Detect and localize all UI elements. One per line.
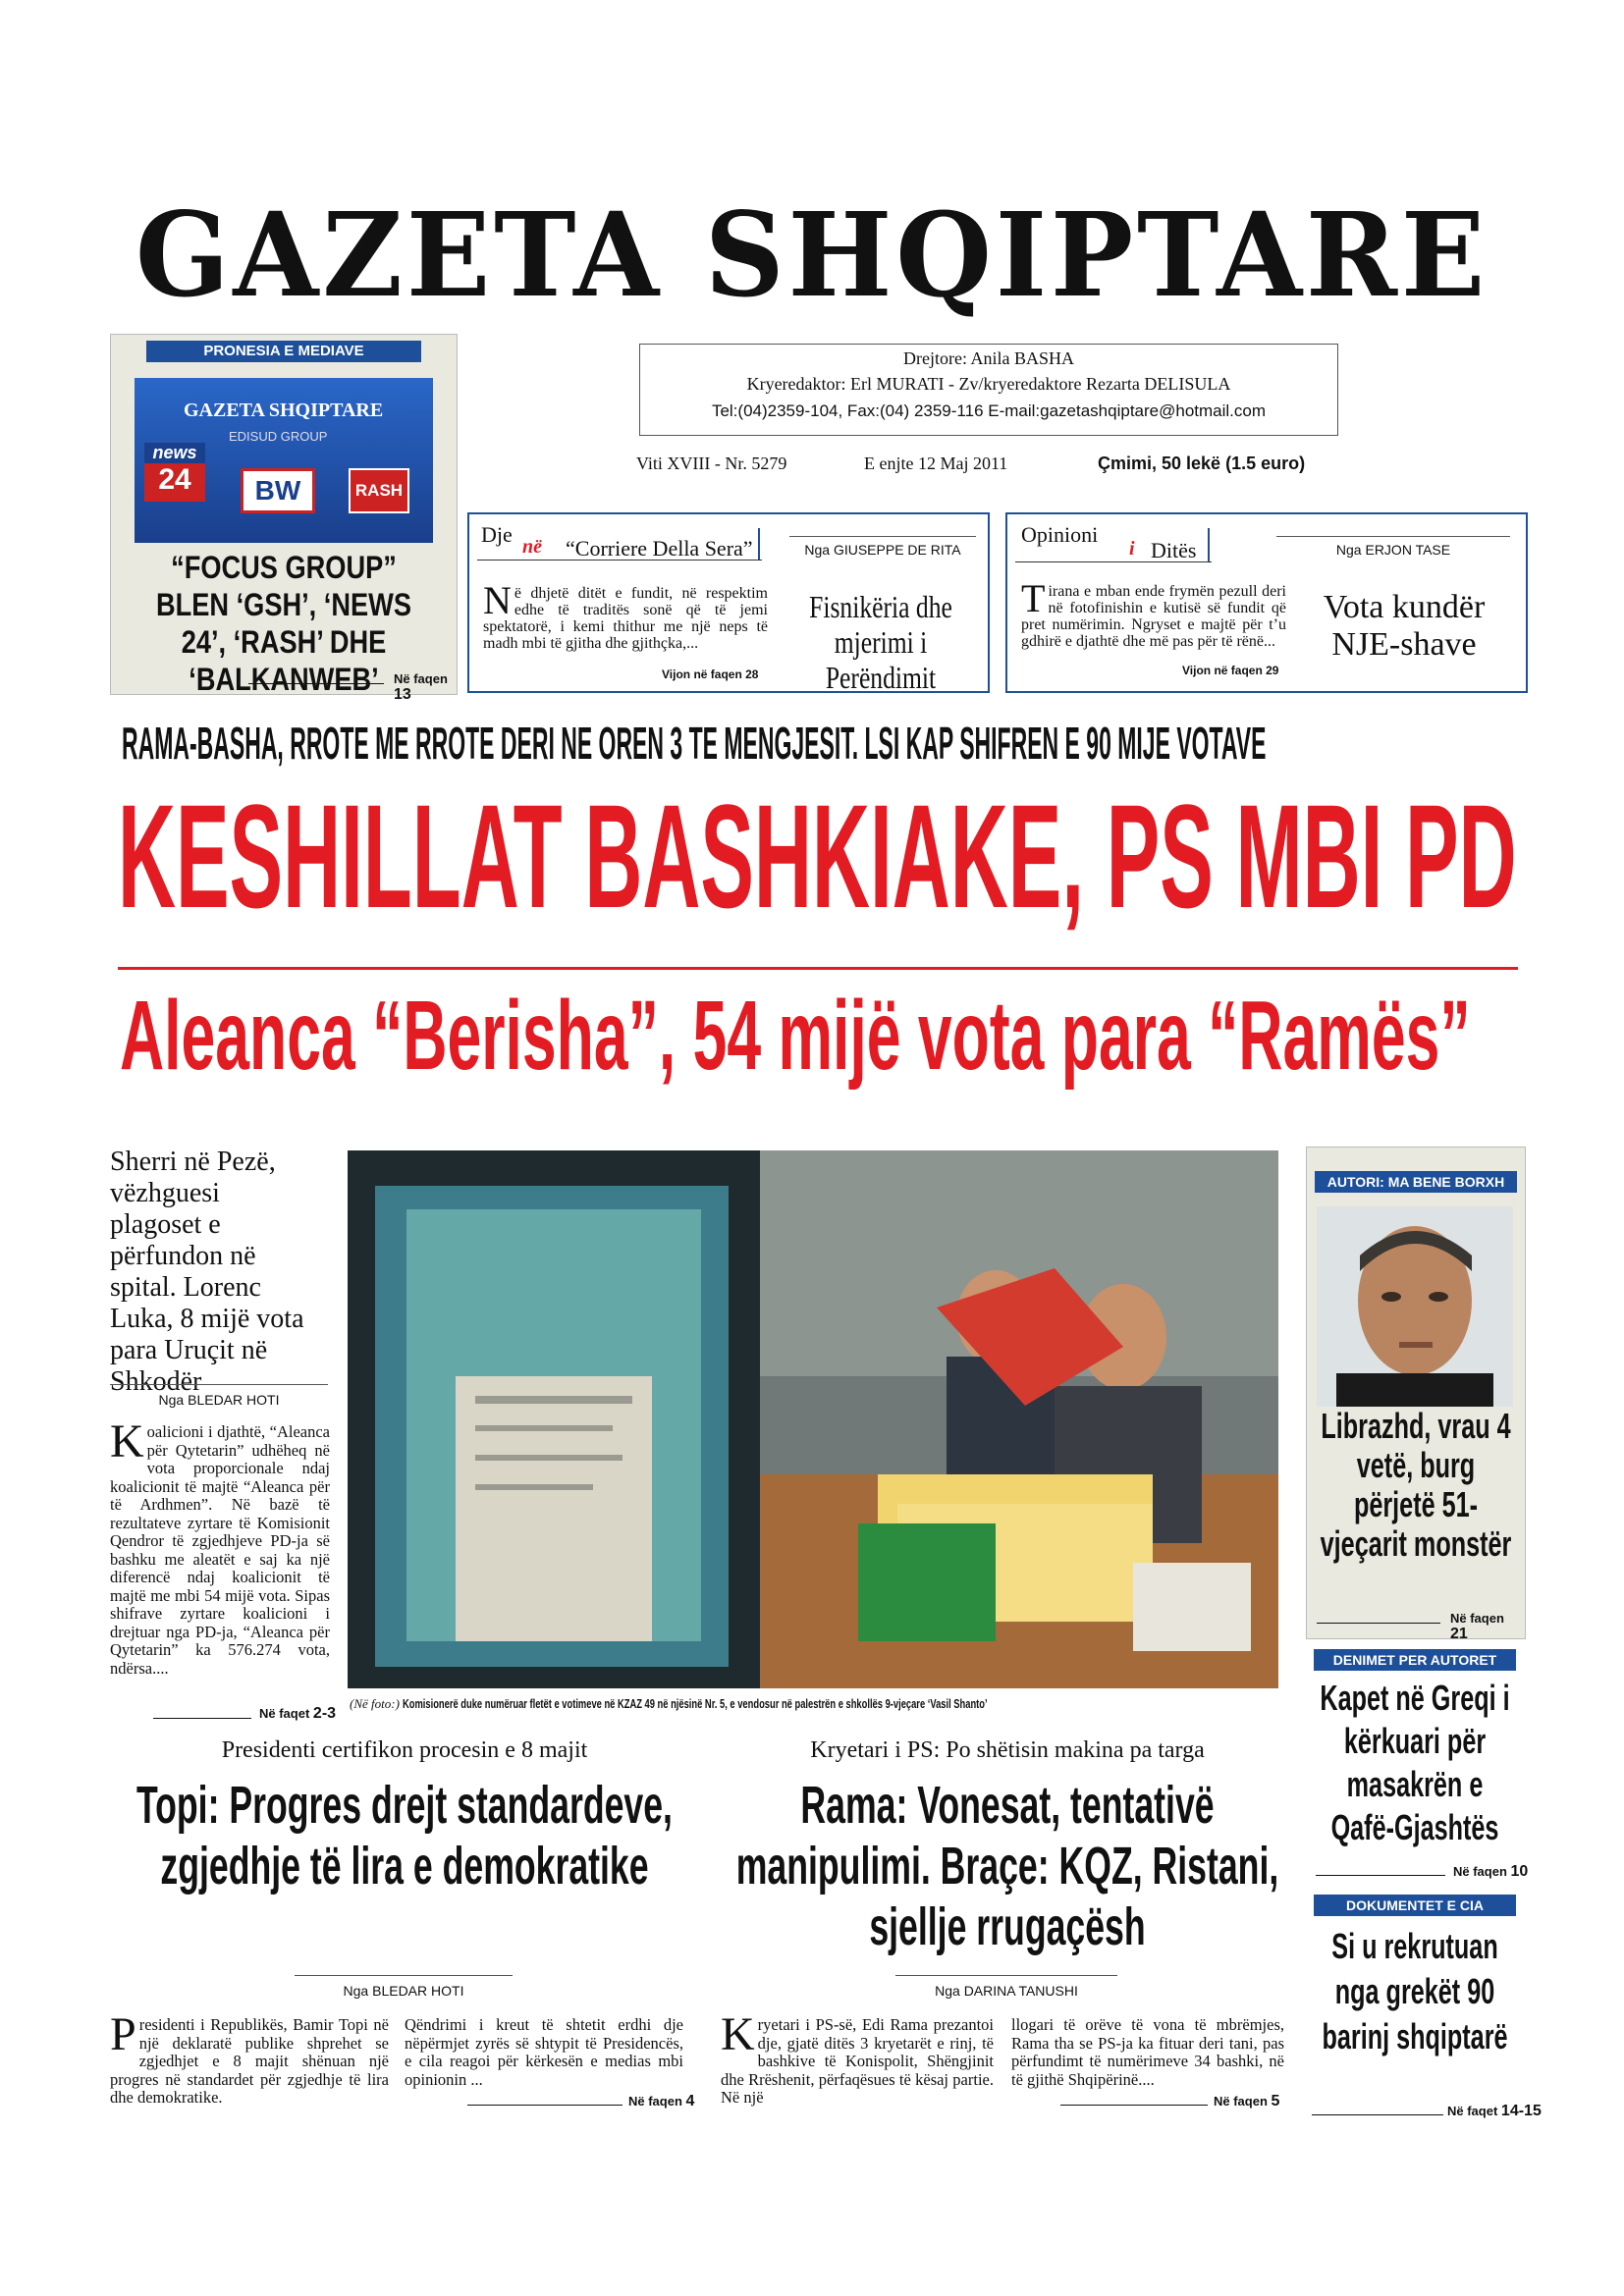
story1-kicker: Presidenti certifikon procesin e 8 majit bbox=[221, 1737, 588, 1763]
promo-page-number: 13 bbox=[394, 686, 411, 703]
main-headline bbox=[118, 774, 1624, 938]
main-photo bbox=[348, 1150, 1278, 1688]
side2-page-number: 10 bbox=[1510, 1863, 1529, 1880]
vote-counting-illustration bbox=[348, 1150, 1278, 1688]
side3-page-line bbox=[1312, 2114, 1443, 2115]
lead-text-body: oalicioni i djathtë, “Aleanca për Qytetarin” udhëheq në vota proporcionale ndaj koalicionit të majtë “Aleanca për të Ardhmen”. Në bazë të rezultateve zyrtare të Komisionit Qendror të zgjedhjeve PD-ja së bashku me aleatët e saj ka një diferencë ndaj koalicionit të majtë me mbi 54 mijë vota. Sipas shifrave zyrtare koalicioni i drejtuar nga PD-ja, “Aleanca për Qytetarin” ka 576.274 vota, ndërsa.... bbox=[110, 1422, 330, 1678]
story2-page-label: Në faqen bbox=[1214, 2094, 1268, 2109]
sidebar-box-librazhd[interactable] bbox=[1306, 1147, 1526, 1642]
op1-label-box bbox=[477, 520, 772, 561]
promo-page-label: Në faqen bbox=[394, 671, 448, 686]
lead-dropcap: K bbox=[110, 1415, 144, 1468]
side2-page-line bbox=[1316, 1875, 1445, 1876]
issue-date: E enjte 12 Maj 2011 bbox=[864, 454, 1008, 473]
photo-caption bbox=[350, 1696, 1331, 1712]
contact: Tel:(04)2359-104, Fax:(04) 2359-116 E-mail:gazetashqiptare@hotmail.com bbox=[711, 401, 1267, 420]
side2-title[interactable] bbox=[1306, 1677, 1524, 1849]
op1-byline: Nga GIUSEPPE DE RITA bbox=[804, 542, 961, 558]
side1-tag: AUTORI: MA BENE BORXH bbox=[1315, 1171, 1517, 1193]
side1-title-text: Librazhd, vrau 4 vetë, burg përjetë 51-vjeçarit monstër bbox=[1320, 1406, 1512, 1564]
portrait-illustration bbox=[1317, 1206, 1513, 1407]
op1-label-dje: Dje bbox=[481, 522, 513, 547]
promo-headline-text: “FOCUS GROUP” BLEN ‘GSH’, ‘NEWS 24’, ‘RASH’ DHE ‘BALKANWEB’ bbox=[156, 550, 411, 697]
op1-title-text: Fisnikëria dhe mjerimi i Perëndimit bbox=[809, 589, 952, 695]
lead-byline-rule bbox=[110, 1384, 328, 1385]
promo-page-line bbox=[248, 683, 384, 684]
op2-label-opinioni: Opinioni bbox=[1021, 522, 1099, 547]
main-headline-text: KESHILLAT BASHKIAKE, PS MBI PD bbox=[118, 774, 1517, 938]
op2-title-text: Vota kundër NJE-shave bbox=[1323, 589, 1486, 663]
story2-byline: Nga DARINA TANUSHI bbox=[935, 1983, 1078, 1999]
op2-dropcap: T bbox=[1021, 576, 1046, 620]
lead-page-line bbox=[153, 1718, 251, 1719]
promo-tag: PRONESIA E MEDIAVE bbox=[146, 341, 421, 362]
op2-text bbox=[1021, 576, 1286, 650]
side1-page-line bbox=[1317, 1623, 1440, 1624]
side3-page-number: 14-15 bbox=[1500, 2103, 1542, 2119]
op2-label-box bbox=[1015, 520, 1241, 561]
story2-col1-body: ryetari i PS-së, Edi Rama prezantoi dje, gjatë ditës 3 kryetarët e rinj, të bashkive të Konispolit, Shëngjinit dhe Rrëshenit, përfaqësues të kësaj partie. Në një bbox=[721, 2015, 994, 2107]
side2-page-label: Në faqen bbox=[1453, 1864, 1507, 1879]
side3-title[interactable] bbox=[1306, 1924, 1524, 2059]
story1-title-text: Topi: Progres drejt standardeve, zgjedhje të lira e demokratike bbox=[136, 1776, 673, 1896]
story1-col1 bbox=[110, 2008, 389, 2108]
side3-page-ref bbox=[1447, 2103, 1542, 2120]
side2-page-ref bbox=[1453, 1863, 1528, 1881]
op1-text-body: ë dhjetë ditët e fundit, në respektim edhe të traditës sonë që të jemi spektatorë, i kemi thithur me një neps të madh mbi të gjitha dhe gjithçka,... bbox=[483, 585, 768, 652]
op1-dropcap: N bbox=[483, 578, 512, 622]
logo-rash: RASH bbox=[349, 468, 409, 513]
side2-title-text: Kapet në Greqi i kërkuari për masakrën e Qafë-Gjashtës bbox=[1320, 1678, 1510, 1847]
logo-24: 24 bbox=[158, 463, 191, 496]
side1-page-ref bbox=[1450, 1611, 1525, 1643]
story2-page-line bbox=[1060, 2105, 1208, 2106]
masthead: GAZETA SHQIPTARE bbox=[135, 187, 1489, 323]
kicker bbox=[122, 717, 1624, 768]
op2-label-i: i bbox=[1129, 538, 1135, 560]
story1-page-number: 4 bbox=[685, 2093, 695, 2109]
op1-byline-rule bbox=[789, 536, 976, 537]
story1-page-line bbox=[467, 2105, 623, 2106]
side1-title bbox=[1311, 1407, 1521, 1564]
promo-box[interactable] bbox=[110, 334, 458, 703]
side1-page-label: Në faqen bbox=[1450, 1611, 1504, 1626]
op2-label-line-v bbox=[1208, 528, 1210, 561]
op2-title bbox=[1298, 589, 1510, 664]
op2-byline: Nga ERJON TASE bbox=[1335, 542, 1451, 558]
story1-page-label: Në faqen bbox=[628, 2094, 682, 2109]
story1-byline: Nga BLEDAR HOTI bbox=[343, 1983, 464, 1999]
op2-byline-rule bbox=[1276, 536, 1510, 537]
story2-col2: llogari të orëve të vona të mbrëmjes, Rama tha se PS-ja ka fituar deri tani, pas përfundimt të numërimeve 34 bashki, në të gjithë Shqipërinë.... bbox=[1011, 2015, 1284, 2089]
op2-label-line bbox=[1015, 561, 1212, 562]
op1-source: “Corriere Della Sera” bbox=[566, 536, 753, 561]
logo-subtitle: EDISUD GROUP bbox=[229, 429, 328, 444]
sub-headline bbox=[120, 982, 1624, 1099]
director: Drejtore: Anila BASHA bbox=[903, 348, 1074, 368]
op1-label-ne: në bbox=[522, 536, 542, 558]
op2-continue: Vijon në faqen 29 bbox=[1182, 664, 1279, 677]
story1-byline-rule bbox=[295, 1975, 513, 1976]
story1-title bbox=[110, 1775, 699, 1896]
op1-label-line-v bbox=[758, 528, 760, 560]
op1-continue: Vijon në faqen 28 bbox=[662, 667, 759, 681]
logo-bw: BW bbox=[241, 468, 315, 513]
side1-portrait bbox=[1317, 1206, 1513, 1407]
headline-rule bbox=[118, 967, 1518, 970]
lead-page-label: Në faqet bbox=[259, 1706, 310, 1721]
sub-headline-text: Aleanca “Berisha”, 54 mijë vota para “Ramës” bbox=[120, 981, 1471, 1091]
lead-text bbox=[110, 1415, 330, 1678]
story2-byline-rule bbox=[895, 1975, 1117, 1976]
story2-dropcap: K bbox=[721, 2008, 755, 2060]
side3-page-label: Në faqet bbox=[1447, 2104, 1498, 2118]
side1-page-number: 21 bbox=[1450, 1626, 1468, 1642]
logo-title: GAZETA SHQIPTARE bbox=[184, 400, 384, 421]
staff-box bbox=[639, 344, 1338, 436]
side2-tag: DENIMET PER AUTORET bbox=[1314, 1649, 1516, 1671]
logo-news24 bbox=[144, 443, 205, 502]
issue-number: Viti XVIII - Nr. 5279 bbox=[636, 454, 787, 473]
op1-text bbox=[483, 578, 768, 652]
issue-price: Çmimi, 50 lekë (1.5 euro) bbox=[1098, 454, 1306, 473]
editors: Kryeredaktor: Erl MURATI - Zv/kryeredaktore Rezarta DELISULA bbox=[746, 374, 1231, 394]
side3-tag: DOKUMENTET E CIA bbox=[1314, 1895, 1516, 1916]
lead-page-ref bbox=[259, 1705, 336, 1723]
op2-label-dites: Ditës bbox=[1151, 538, 1197, 562]
side3-title-text: Si u rekrutuan nga grekët 90 barinj shqiptarë bbox=[1322, 1926, 1508, 2056]
story1-dropcap: P bbox=[110, 2008, 136, 2060]
kicker-text: RAMA-BASHA, RROTE ME RROTE DERI NE OREN 3 TE MENGJESIT. LSI KAP SHIFREN E 90 MIJE VOTAVE bbox=[122, 718, 1267, 769]
lead-byline: Nga BLEDAR HOTI bbox=[158, 1392, 280, 1408]
promo-page-ref bbox=[394, 671, 457, 704]
story2-page-ref bbox=[1214, 2093, 1279, 2110]
op1-title bbox=[774, 589, 988, 695]
op2-text-body: irana e mban ende frymën pezull deri në fotofinishin e kutisë së fundit që pret numërimin. Ngryset e majtë për t’u gdhirë e djathtë dhe më pas për të rënë... bbox=[1021, 583, 1286, 650]
lead-summary: Sherri në Pezë, vëzhguesi plagoset e përfundon në spital. Lorenc Luka, 8 mijë vota para Uruçit në Shkodër bbox=[110, 1147, 304, 1397]
story1-page-ref bbox=[628, 2093, 694, 2110]
story1-col2: Qëndrimi i kreut të shtetit erdhi dje nëpërmjet zyrës së shtypit të Presidencës, e cila reagoi për kërkesën e medias mbi opinionin ... bbox=[405, 2015, 683, 2089]
story2-title-text: Rama: Vonesat, tentativë manipulimi. Braçe: KQZ, Ristani, sjellje rrugaçësh bbox=[735, 1776, 1279, 1956]
story2-page-number: 5 bbox=[1271, 2093, 1280, 2109]
op1-label-line bbox=[477, 560, 762, 561]
photo-caption-prefix: (Në foto:) bbox=[350, 1696, 400, 1711]
story1-col1-body: residenti i Republikës, Bamir Topi në një deklaratë publike shprehet se zgjedhjet e 8 majit shënuan një progres në standardet për zgjedhje të lira dhe demokratike. bbox=[110, 2015, 389, 2107]
media-logos bbox=[135, 378, 433, 543]
logo-news: news bbox=[144, 443, 205, 463]
lead-page-number: 2-3 bbox=[312, 1705, 337, 1722]
opinion-box-dites[interactable] bbox=[1005, 512, 1528, 693]
story2-title bbox=[721, 1775, 1294, 1957]
photo-caption-text: Komisionerë duke numëruar fletët e votimeve në KZAZ 49 në njësinë Nr. 5, e vendosur në palestrën e shkollës 9-vjeçare ‘Vasil Shanto’ bbox=[403, 1696, 988, 1711]
story2-kicker: Kryetari i PS: Po shëtisin makina pa targa bbox=[810, 1737, 1205, 1763]
story2-col1 bbox=[721, 2008, 994, 2108]
opinion-box-corriere[interactable] bbox=[467, 512, 990, 693]
